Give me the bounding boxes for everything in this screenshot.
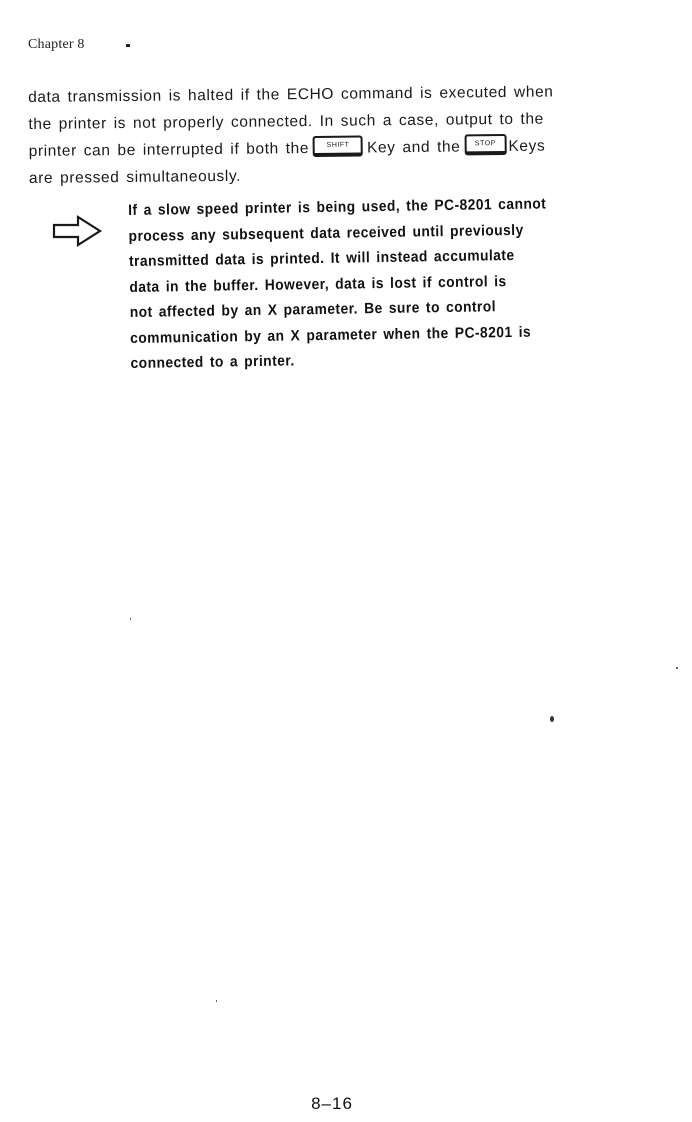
body-line: the printer is not properly connected. In such a case, output to the xyxy=(28,110,544,133)
note-line: transmitted data is printed. It will instead accumulate xyxy=(128,246,515,270)
note-line: process any subsequent data received until previously xyxy=(128,221,524,245)
scan-speck xyxy=(130,618,131,620)
page-number: 8–16 xyxy=(311,1094,353,1113)
note-line: not affected by an X parameter. Be sure to control xyxy=(129,298,497,321)
body-text: Keys xyxy=(508,137,546,155)
note-line: data in the buffer. However, data is lost if control is xyxy=(129,272,507,296)
scan-speck xyxy=(216,1000,217,1002)
scan-speck xyxy=(550,716,554,722)
header-mark xyxy=(126,44,130,47)
arrow-right-icon xyxy=(52,214,104,248)
chapter-header: Chapter 8 xyxy=(28,37,85,52)
scan-speck xyxy=(676,667,678,669)
note-paragraph xyxy=(128,191,568,376)
note-line: If a slow speed printer is being used, the PC-8201 cannot xyxy=(128,195,547,219)
body-line: data transmission is halted if the ECHO command is executed when xyxy=(28,83,554,106)
shift-key-icon: SHIFT xyxy=(313,136,363,158)
body-text: Key and the xyxy=(366,138,461,157)
stop-key-icon: STOP xyxy=(464,134,506,155)
note-line: communication by an X parameter when the PC-8201 is xyxy=(130,323,532,347)
note-line: connected to a printer. xyxy=(130,352,295,372)
body-paragraph xyxy=(28,78,601,192)
body-text: printer can be interrupted if both the xyxy=(28,140,310,160)
body-line: are pressed simultaneously. xyxy=(28,167,242,187)
